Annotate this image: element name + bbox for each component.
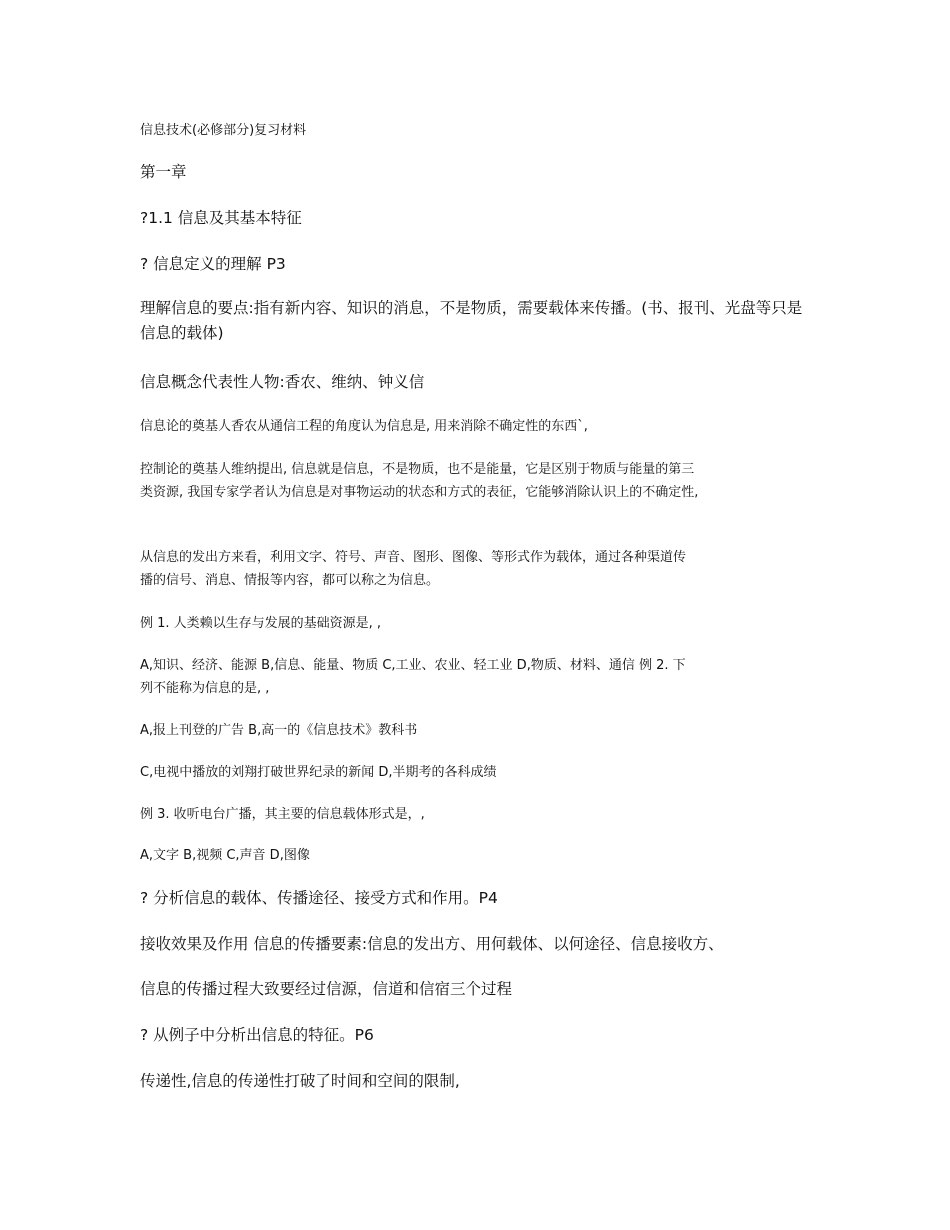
representatives-line: 信息概念代表性人物:香农、维纳、钟义信 [140, 373, 425, 391]
wiener-paragraph-line: 控制论的奠基人维纳提出, 信息就是信息，不是物质，也不是能量，它是区别于物质与能量的第三 [140, 462, 695, 477]
feature-transmissibility: 传递性,信息的传递性打破了时间和空间的限制, [140, 1072, 460, 1090]
section-heading: ?1.1 信息及其基本特征 [140, 209, 302, 227]
topic-definition: ? 信息定义的理解 P3 [140, 255, 286, 273]
example-1-question: 例 1. 人类赖以生存与发展的基础资源是, , [140, 616, 382, 631]
chapter-heading: 第一章 [140, 163, 187, 181]
transmission-elements: 接收效果及作用 信息的传播要素:信息的发出方、用何载体、以何途径、信息接收方、 [140, 935, 724, 953]
wiener-paragraph-line: 类资源, 我国专家学者认为信息是对事物运动的状态和方式的表征，它能够消除认识上的不确定性, [140, 485, 699, 500]
topic-analysis: ? 分析信息的载体、传播途径、接受方式和作用。P4 [140, 889, 498, 907]
key-points-paragraph: 理解信息的要点:指有新内容、知识的消息，不是物质，需要载体来传播。(书、报刊、光盘等只是信息的载体) [140, 299, 803, 342]
sender-paragraph-line: 播的信号、消息、情报等内容，都可以称之为信息。 [140, 573, 440, 588]
example-2-options-cd: C,电视中播放的刘翔打破世界纪录的新闻 D,半期考的各科成绩 [140, 765, 497, 780]
topic-features: ? 从例子中分析出信息的特征。P6 [140, 1026, 374, 1044]
example-3-question: 例 3. 收听电台广播，其主要的信息载体形式是，, [140, 807, 425, 822]
document-title: 信息技术(必修部分)复习材料 [140, 123, 307, 138]
transmission-process: 信息的传播过程大致要经过信源，信道和信宿三个过程 [140, 980, 513, 998]
sender-paragraph-line: 从信息的发出方来看，利用文字、符号、声音、图形、图像、等形式作为载体，通过各种渠道传 [140, 550, 687, 565]
example-2-options-ab: A,报上刊登的广告 B,高一的《信息技术》教科书 [140, 723, 418, 738]
example-1-options-line: 列不能称为信息的是, , [140, 681, 270, 696]
example-3-options: A,文字 B,视频 C,声音 D,图像 [140, 848, 310, 863]
example-1-options-line: A,知识、经济、能源 B,信息、能量、物质 C,工业、农业、轻工业 D,物质、材料、通信 例 2. 下 [140, 658, 686, 673]
shannon-paragraph: 信息论的奠基人香农从通信工程的角度认为信息是, 用来消除不确定性的东西`, [140, 419, 588, 434]
